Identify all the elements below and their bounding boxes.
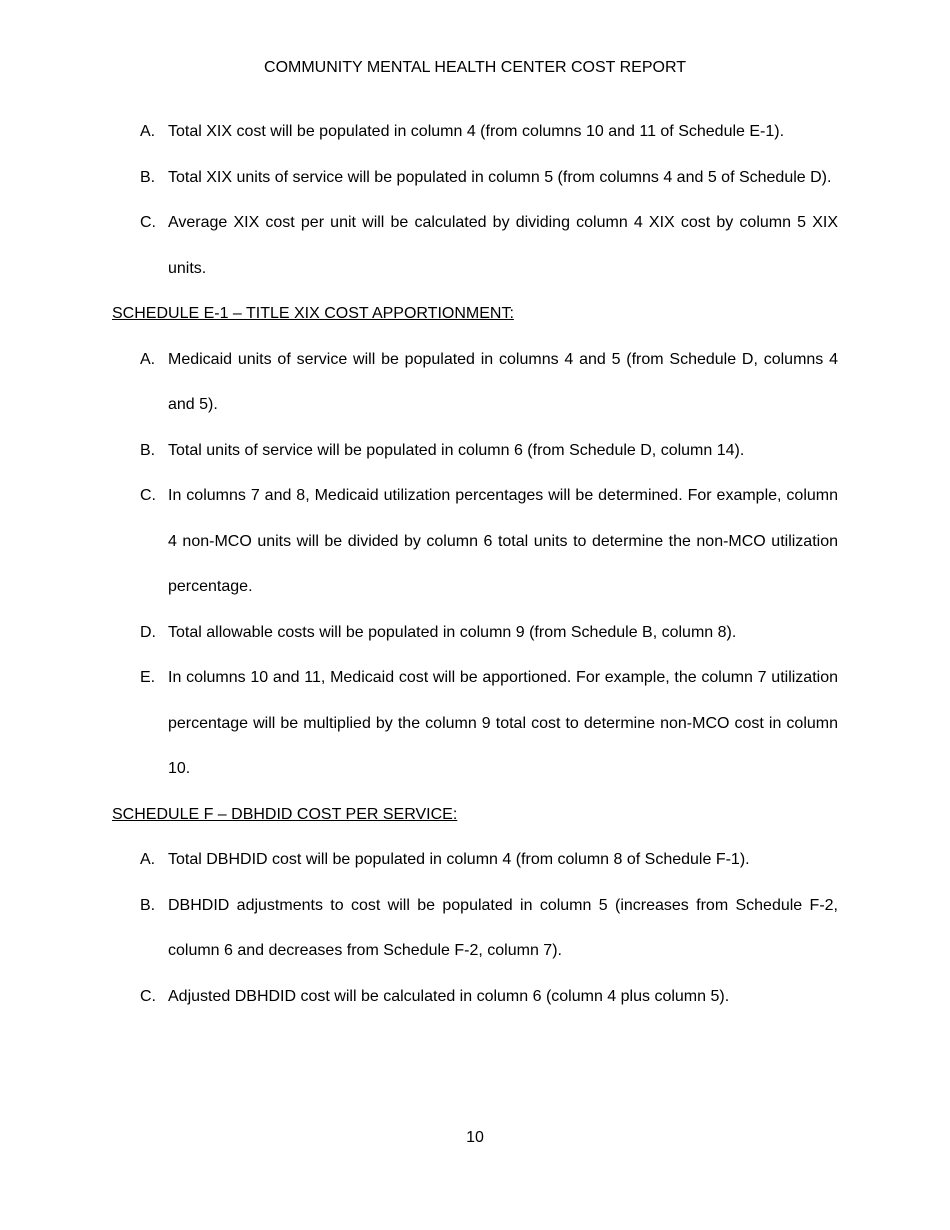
page-content bbox=[112, 109, 838, 1019]
page-number: 10 bbox=[466, 1129, 484, 1146]
list-item-text: Total units of service will be populated in column 6 (from Schedule D, column 14). bbox=[168, 441, 745, 459]
list-item bbox=[112, 974, 838, 1020]
list-item bbox=[112, 610, 838, 656]
page-header: COMMUNITY MENTAL HEALTH CENTER COST REPORT bbox=[264, 59, 686, 76]
list-item bbox=[112, 155, 838, 201]
section-heading-schedule-f: SCHEDULE F – DBHDID COST PER SERVICE: bbox=[112, 805, 458, 823]
list-item-text: Medicaid units of service will be populated in columns 4 and 5 (from Schedule D, columns 4 and 5). bbox=[168, 350, 838, 413]
list-marker: A. bbox=[140, 123, 156, 140]
list-item-text: DBHDID adjustments to cost will be populated in column 5 (increases from Schedule F-2, column 6 and decreases from Schedule F-2, column 7). bbox=[168, 896, 838, 959]
list-item-text: Adjusted DBHDID cost will be calculated in column 6 (column 4 plus column 5). bbox=[168, 987, 730, 1005]
list-item-text: In columns 10 and 11, Medicaid cost will be apportioned. For example, the column 7 utilization percentage will be multiplied by the column 9 total cost to determine non-MCO cost in column 10. bbox=[168, 669, 838, 777]
list-item-text: Total DBHDID cost will be populated in column 4 (from column 8 of Schedule F-1). bbox=[168, 851, 750, 868]
list-marker: E. bbox=[140, 669, 156, 686]
list-marker: B. bbox=[140, 168, 156, 186]
list-item-text: Total allowable costs will be populated in column 9 (from Schedule B, column 8). bbox=[168, 623, 737, 641]
list-marker: C. bbox=[140, 214, 156, 231]
list-marker: B. bbox=[140, 896, 156, 914]
list-marker: C. bbox=[140, 987, 156, 1005]
list-item bbox=[112, 883, 838, 974]
section-heading-schedule-e1: SCHEDULE E-1 – TITLE XIX COST APPORTIONMENT: bbox=[112, 305, 514, 322]
list-item-text: Total XIX units of service will be populated in column 5 (from columns 4 and 5 of Schedule D). bbox=[168, 168, 832, 186]
list-item-text: Total XIX cost will be populated in column 4 (from columns 10 and 11 of Schedule E-1). bbox=[168, 123, 785, 140]
list-item bbox=[112, 837, 838, 883]
list-item-text: In columns 7 and 8, Medicaid utilization percentages will be determined. For example, column 4 non-MCO units will be divided by column 6 total units to determine the non-MCO utilization percentage. bbox=[168, 487, 838, 595]
list-marker: B. bbox=[140, 441, 156, 459]
list-item bbox=[112, 428, 838, 474]
list-item bbox=[112, 200, 838, 291]
list-marker: A. bbox=[140, 350, 156, 368]
list-item bbox=[112, 109, 838, 155]
list-marker: A. bbox=[140, 851, 156, 868]
list-item bbox=[112, 473, 838, 610]
list-item bbox=[112, 655, 838, 792]
list-marker: D. bbox=[140, 623, 156, 641]
list-item bbox=[112, 337, 838, 428]
list-marker: C. bbox=[140, 487, 156, 504]
list-item-text: Average XIX cost per unit will be calculated by dividing column 4 XIX cost by column 5 XIX units. bbox=[168, 214, 838, 277]
